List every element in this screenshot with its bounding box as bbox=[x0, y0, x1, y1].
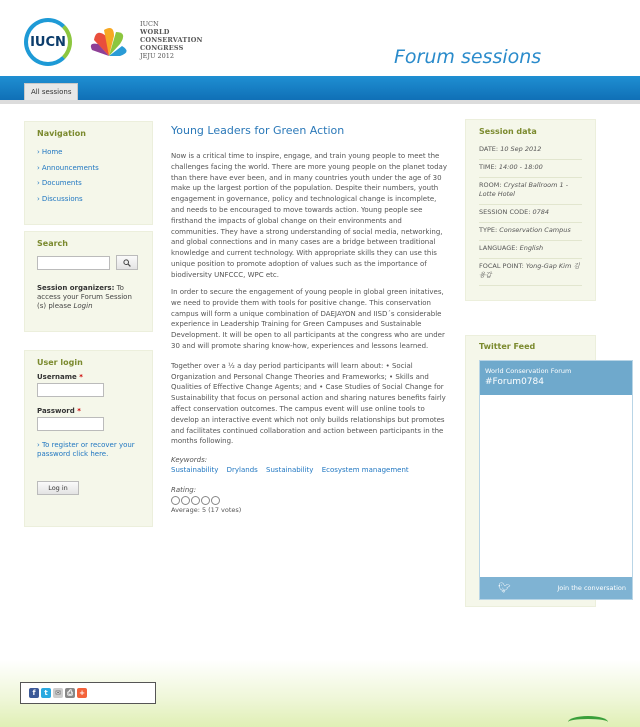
keyword-link[interactable]: Sustainability bbox=[171, 466, 219, 475]
password-label-text: Password bbox=[37, 407, 75, 415]
username-label bbox=[37, 373, 140, 381]
navigation-heading: Navigation bbox=[37, 129, 86, 138]
navigation-panel bbox=[24, 121, 153, 225]
session-code bbox=[479, 205, 582, 223]
facebook-icon[interactable]: f bbox=[29, 688, 39, 698]
join-conversation-link[interactable]: Join the conversation bbox=[557, 584, 626, 592]
nav-item-announcements[interactable]: › Announcements bbox=[37, 161, 140, 177]
session-type bbox=[479, 223, 582, 241]
star-icon[interactable] bbox=[201, 496, 210, 505]
session-field-label: LANGUAGE: bbox=[479, 244, 518, 252]
rating-label: Rating: bbox=[171, 486, 197, 495]
star-icon[interactable] bbox=[181, 496, 190, 505]
tab-all-sessions[interactable]: All sessions bbox=[24, 83, 78, 100]
register-link[interactable]: › To register or recover your password click here. bbox=[37, 441, 135, 458]
star-icon[interactable] bbox=[211, 496, 220, 505]
organizer-note-text: To access your Forum Session (s) please bbox=[37, 284, 132, 310]
session-language bbox=[479, 241, 582, 259]
iucn-logo[interactable] bbox=[24, 18, 72, 66]
session-field-value: English bbox=[519, 244, 544, 252]
login-panel bbox=[24, 350, 153, 527]
email-icon[interactable]: ✉ bbox=[53, 688, 63, 698]
organizer-note bbox=[37, 284, 140, 311]
article-paragraph: Now is a critical time to inspire, engage, and train young people to meet the challenges facing the world. There are more young people on the planet today than there have ever been, and in many countries youth under the age of 30 make up the largest portion of the population. Despite their numbers, youth engagement in governance, policy and technological change is incomplete, and needs to be encouraged to move towards action. Young people see firsthand the impacts of global change on their environments and communities. They have a strong understanding of social media, networking, and global connections and in many cases are a bridge between traditional knowledge and current technology. With appropriate skills they can use this unique position to promote adoption of values such as the importance of biodiversity UNFCCC, WPC etc. bbox=[171, 152, 447, 278]
wordmark-line: IUCN bbox=[140, 20, 159, 28]
congress-wordmark bbox=[140, 20, 203, 60]
wordmark-line: CONGRESS bbox=[140, 44, 184, 52]
rating-stars bbox=[171, 496, 449, 505]
session-room bbox=[479, 178, 582, 205]
username-label-text: Username bbox=[37, 373, 77, 381]
twitter-hashtag[interactable]: #Forum0784 bbox=[485, 377, 544, 387]
session-data-panel bbox=[465, 119, 596, 301]
login-heading: User login bbox=[37, 358, 83, 367]
twitter-icon[interactable]: t bbox=[41, 688, 51, 698]
wordmark-line: CONSERVATION bbox=[140, 36, 203, 44]
organizer-login-link[interactable]: Login bbox=[73, 302, 93, 310]
twitter-panel bbox=[465, 335, 626, 607]
keywords-label: Keywords: bbox=[171, 456, 208, 465]
session-time bbox=[479, 160, 582, 178]
session-date bbox=[479, 142, 582, 160]
keyword-link[interactable]: Drylands bbox=[226, 466, 258, 475]
organizer-note-bold: Session organizers: bbox=[37, 284, 115, 292]
session-field-label: FOCAL POINT: bbox=[479, 262, 524, 270]
wordmark-line: JEJU 2012 bbox=[140, 52, 175, 60]
session-field-value: 14:00 - 18:00 bbox=[498, 163, 543, 171]
login-button[interactable]: Log in bbox=[37, 481, 79, 495]
required-mark: * bbox=[77, 407, 81, 415]
session-heading: Session data bbox=[479, 127, 537, 136]
session-field-label: ROOM: bbox=[479, 181, 502, 189]
article-title: Young Leaders for Green Action bbox=[171, 124, 345, 137]
logo-text: IUCN bbox=[30, 34, 66, 50]
session-field-value: Yong-Gap Kim 김용갑 bbox=[479, 262, 580, 279]
search-heading: Search bbox=[37, 239, 68, 248]
nav-band bbox=[0, 76, 640, 102]
session-field-label: TYPE: bbox=[479, 226, 498, 234]
twitter-widget-footer bbox=[480, 577, 632, 599]
session-field-label: SESSION CODE: bbox=[479, 208, 531, 216]
session-field-value: 10 Sep 2012 bbox=[500, 145, 542, 153]
register-link-text[interactable]: To register or recover your password click here. bbox=[37, 441, 135, 458]
search-button[interactable] bbox=[116, 255, 138, 270]
wordmark-line: WORLD bbox=[140, 28, 170, 36]
search-panel bbox=[24, 231, 153, 332]
site-header bbox=[0, 0, 640, 76]
nav-band-shadow bbox=[0, 100, 640, 104]
keyword-link[interactable]: Sustainability bbox=[266, 466, 314, 475]
username-field[interactable] bbox=[37, 383, 104, 397]
keywords-list bbox=[171, 466, 449, 474]
session-field-label: TIME: bbox=[479, 163, 497, 171]
rating-average: Average: 5 (17 votes) bbox=[171, 506, 242, 515]
twitter-widget-header bbox=[480, 361, 632, 395]
nav-item-discussions[interactable]: › Discussions bbox=[37, 192, 140, 208]
twitter-bird-icon: 🐦︎ bbox=[498, 582, 511, 594]
star-icon[interactable] bbox=[171, 496, 180, 505]
share-toolbar bbox=[20, 682, 156, 704]
twitter-account[interactable]: World Conservation Forum bbox=[485, 367, 572, 375]
twitter-widget[interactable] bbox=[479, 360, 633, 600]
session-field-label: DATE: bbox=[479, 145, 499, 153]
password-field[interactable] bbox=[37, 417, 104, 431]
footer-leaf-decoration bbox=[568, 716, 608, 727]
article-paragraph: In order to secure the engagement of young people in global green initatives, we need to provide them with tools for positive change. This conservation campus will form a unique combination of DAEJAYON and IISD´s considerable experience in Leadership Training for Green Campuses and Sustainable Development. It will be open to all participants at the congress who are under 30 and will promote sharing know-how, experiences and lessons learned. bbox=[171, 288, 445, 350]
star-icon[interactable] bbox=[191, 496, 200, 505]
article-paragraph: Together over a ½ a day period participants will learn about: • Social Organization and Personal Change Theories and Frameworks; • Skills and Qualities of Effective Change Agents; and • Case Studies of Social Change for Sustainability that focus on personal action and sharing natures benefits fairly affect conservation outcomes. The campus event will use online tools to develop an interactive event which not only builds relationships but promotes and facilitates continued collaboration and action between participants in the months following. bbox=[171, 361, 446, 446]
twitter-heading: Twitter Feed bbox=[479, 342, 536, 351]
nav-item-home[interactable]: › Home bbox=[37, 145, 140, 161]
search-input[interactable] bbox=[37, 256, 110, 270]
nav-item-documents[interactable]: › Documents bbox=[37, 176, 140, 192]
session-field-value: 0784 bbox=[532, 208, 550, 216]
password-label bbox=[37, 407, 140, 415]
congress-flower-logo bbox=[84, 22, 134, 62]
print-icon[interactable]: ⎙ bbox=[65, 688, 75, 698]
keyword-link[interactable]: Ecosystem management bbox=[321, 466, 409, 475]
session-article bbox=[171, 124, 449, 514]
session-field-value: Crystal Ballroom 1 - Lotte Hotel bbox=[479, 181, 569, 198]
search-icon bbox=[123, 259, 131, 267]
required-mark: * bbox=[79, 373, 83, 381]
session-field-value: Conservation Campus bbox=[499, 226, 571, 234]
session-focal-point bbox=[479, 259, 582, 286]
page-title: Forum sessions bbox=[394, 46, 542, 68]
addthis-icon[interactable]: + bbox=[77, 688, 87, 698]
